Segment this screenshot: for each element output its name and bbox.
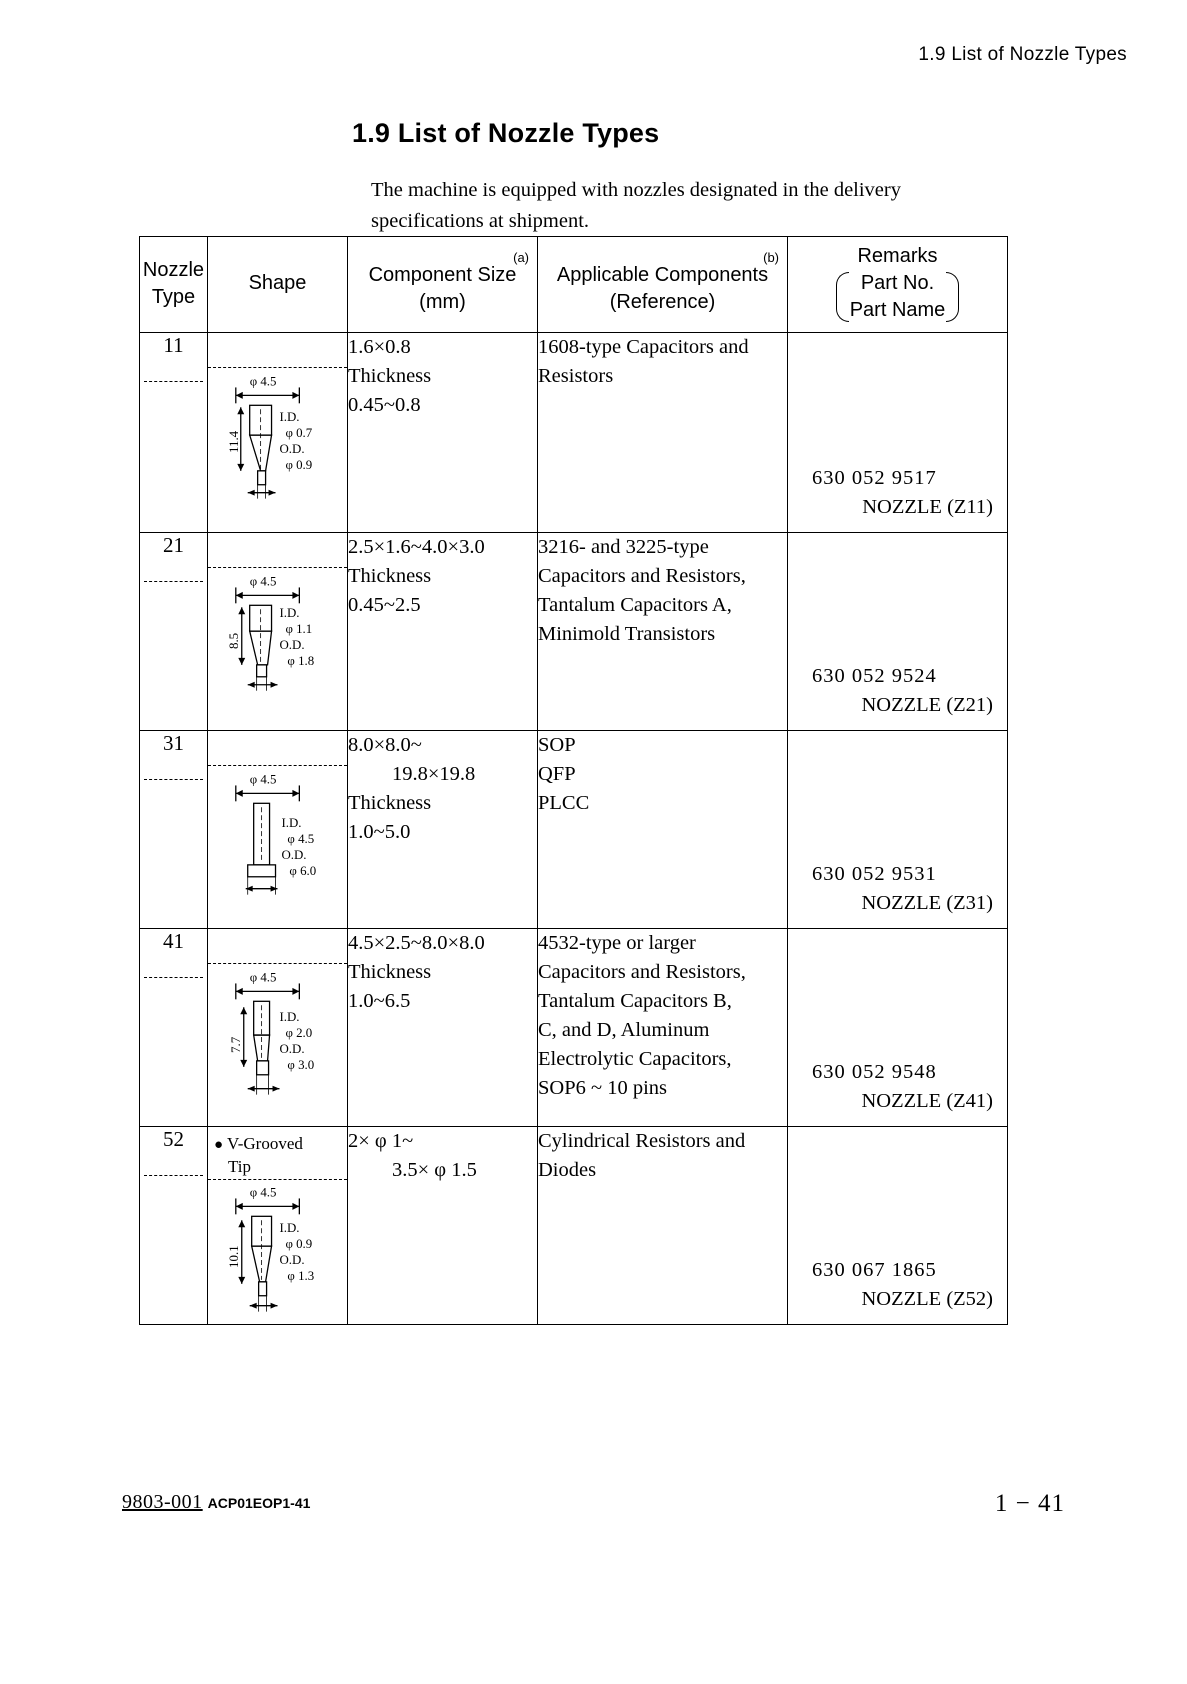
part-number: 630 052 9524 (812, 665, 937, 687)
table-row (140, 929, 1008, 1127)
svg-text:φ 1.3: φ 1.3 (287, 1268, 315, 1283)
svg-text:O.D.: O.D. (279, 1252, 305, 1267)
intro-paragraph (371, 175, 1009, 237)
row-divider-dashed (208, 567, 347, 568)
page-title: 1.9 List of Nozzle Types (352, 118, 660, 148)
cell-shape (208, 731, 348, 929)
svg-text:φ 4.5: φ 4.5 (249, 772, 277, 787)
cell-applicable-components (538, 533, 788, 731)
part-name: NOZZLE (Z21) (861, 694, 993, 716)
row-divider-dashed (144, 779, 203, 780)
applicable-line: Resistors (538, 365, 614, 387)
applicable-line: Tantalum Capacitors A, (538, 594, 732, 616)
header-part-name: Part Name (849, 299, 946, 321)
nozzle-shape-drawing (208, 969, 347, 1119)
svg-text:I.D.: I.D. (281, 816, 302, 831)
nozzle-type-value: 21 (163, 533, 184, 557)
shape-note-line1: V-Grooved (227, 1134, 303, 1153)
part-number: 630 052 9531 (812, 863, 937, 885)
table-row (140, 1127, 1008, 1325)
cell-shape (208, 533, 348, 731)
header-app-line1: Applicable Components (556, 264, 769, 286)
applicable-line: 4532-type or larger (538, 932, 696, 954)
row-divider-dashed (208, 1179, 347, 1180)
cell-nozzle-type (140, 929, 208, 1127)
row-divider-dashed (208, 367, 347, 368)
remarks-content (812, 662, 997, 720)
column-header-component-size (348, 237, 538, 333)
nozzle-type-value: 11 (163, 333, 184, 357)
applicable-line: 1608-type Capacitors and (538, 336, 749, 358)
cell-component-size (348, 731, 538, 929)
cell-remarks (788, 1127, 1008, 1325)
svg-text:O.D.: O.D. (281, 847, 307, 862)
cell-shape (208, 1127, 348, 1325)
svg-text:11.4: 11.4 (226, 430, 241, 453)
header-size-superscript: (a) (513, 250, 529, 265)
cell-component-size (348, 1127, 538, 1325)
cell-nozzle-type (140, 333, 208, 533)
row-divider-dashed (144, 381, 203, 382)
svg-text:φ 1.8: φ 1.8 (287, 653, 315, 668)
svg-text:I.D.: I.D. (279, 1221, 300, 1236)
header-size-line2: (mm) (419, 291, 466, 313)
cell-applicable-components (538, 929, 788, 1127)
remarks-content (812, 464, 997, 522)
applicable-line: Capacitors and Resistors, (538, 565, 746, 587)
table-row (140, 533, 1008, 731)
svg-text:I.D.: I.D. (279, 606, 300, 621)
applicable-line: Diodes (538, 1159, 597, 1181)
applicable-line: Tantalum Capacitors B, (538, 990, 732, 1012)
applicable-line: QFP (538, 763, 576, 785)
svg-text:φ 1.1: φ 1.1 (285, 622, 313, 637)
applicable-line: SOP (538, 734, 576, 756)
cell-applicable-components (538, 1127, 788, 1325)
header-app-line2: (Reference) (609, 291, 716, 313)
part-name: NOZZLE (Z52) (861, 1288, 993, 1310)
cell-applicable-components (538, 731, 788, 929)
doc-sub-code: ACP01EOP1-41 (207, 1495, 311, 1511)
nozzle-type-value: 31 (163, 731, 184, 755)
row-divider-dashed (144, 581, 203, 582)
cell-applicable-components (538, 333, 788, 533)
svg-text:O.D.: O.D. (279, 441, 305, 456)
part-number: 630 052 9517 (812, 467, 937, 489)
applicable-line: C, and D, Aluminum (538, 1019, 710, 1041)
svg-text:10.1: 10.1 (226, 1245, 241, 1268)
part-name: NOZZLE (Z41) (861, 1090, 993, 1112)
cell-remarks (788, 533, 1008, 731)
size-line-2: Thickness (348, 792, 432, 814)
header-shape-label: Shape (248, 272, 307, 294)
part-name: NOZZLE (Z11) (862, 496, 993, 518)
size-line-1: 4.5×2.5~8.0×8.0 (348, 932, 485, 954)
applicable-line: PLCC (538, 792, 590, 814)
nozzle-type-value: 41 (163, 929, 184, 953)
table-row (140, 731, 1008, 929)
part-number: 630 067 1865 (812, 1259, 937, 1281)
applicable-line: 3216- and 3225-type (538, 536, 709, 558)
applicable-line: Minimold Transistors (538, 623, 716, 645)
svg-text:I.D.: I.D. (279, 1010, 300, 1025)
remarks-content (812, 1256, 997, 1314)
shape-note-line2: Tip (228, 1157, 252, 1176)
header-size-line1: Component Size (368, 264, 517, 286)
svg-text:φ 4.5: φ 4.5 (249, 970, 277, 985)
svg-text:7.7: 7.7 (228, 1036, 243, 1053)
svg-text:φ 4.5: φ 4.5 (249, 374, 277, 389)
row-divider-dashed (144, 1175, 203, 1176)
cell-shape (208, 333, 348, 533)
row-divider-dashed (144, 977, 203, 978)
applicable-line: Cylindrical Resistors and (538, 1130, 746, 1152)
table-header-row (140, 237, 1008, 333)
cell-nozzle-type (140, 731, 208, 929)
header-app-superscript: (b) (763, 250, 779, 265)
svg-text:I.D.: I.D. (279, 410, 300, 425)
header-remarks-label: Remarks (857, 245, 938, 267)
header-nozzle-type-line2: Type (151, 285, 196, 308)
nozzle-shape-drawing (208, 573, 347, 723)
size-line-2: Thickness (348, 565, 432, 587)
svg-text:φ 0.7: φ 0.7 (285, 426, 313, 441)
size-line-1: 8.0×8.0~ (348, 734, 422, 756)
cell-nozzle-type (140, 1127, 208, 1325)
remarks-content (812, 1058, 997, 1116)
size-line-3: 0.45~0.8 (348, 394, 421, 416)
size-line-indent: 19.8×19.8 (392, 763, 476, 785)
svg-text:φ 4.5: φ 4.5 (287, 832, 315, 847)
svg-text:φ 2.0: φ 2.0 (285, 1026, 313, 1041)
intro-line-1: The machine is equipped with nozzles designated in the delivery (371, 179, 901, 201)
cell-shape (208, 929, 348, 1127)
cell-component-size (348, 533, 538, 731)
header-nozzle-type-line1: Nozzle (142, 258, 205, 281)
footer-document-code (122, 1491, 310, 1514)
svg-text:φ 0.9: φ 0.9 (285, 1237, 313, 1252)
nozzle-type-value: 52 (163, 1127, 184, 1151)
size-line-1: 2.5×1.6~4.0×3.0 (348, 536, 485, 558)
size-line-2: Thickness (348, 961, 432, 983)
nozzle-shape-drawing (208, 373, 347, 523)
svg-text:8.5: 8.5 (226, 632, 241, 649)
remarks-content (812, 860, 997, 918)
size-line-3: 0.45~2.5 (348, 594, 421, 616)
size-line-1: 1.6×0.8 (348, 336, 411, 358)
column-header-shape (208, 237, 348, 333)
size-line-1: 2× φ 1~ (348, 1130, 414, 1152)
row-divider-dashed (208, 963, 347, 964)
part-number: 630 052 9548 (812, 1061, 937, 1083)
intro-line-2: specifications at shipment. (371, 210, 590, 232)
column-header-remarks (788, 237, 1008, 333)
size-line-indent: 3.5× φ 1.5 (392, 1159, 477, 1181)
svg-text:φ 3.0: φ 3.0 (287, 1057, 315, 1072)
cell-remarks (788, 731, 1008, 929)
column-header-applicable-components (538, 237, 788, 333)
applicable-line: Electrolytic Capacitors, (538, 1048, 732, 1070)
cell-component-size (348, 929, 538, 1127)
svg-text:O.D.: O.D. (279, 1041, 305, 1056)
size-line-3: 1.0~5.0 (348, 821, 411, 843)
nozzle-shape-drawing (208, 1185, 347, 1335)
nozzle-types-table (139, 236, 1008, 1325)
table-row (140, 333, 1008, 533)
running-head: 1.9 List of Nozzle Types (918, 44, 1127, 65)
cell-component-size (348, 333, 538, 533)
cell-nozzle-type (140, 533, 208, 731)
cell-remarks (788, 333, 1008, 533)
svg-text:φ 4.5: φ 4.5 (249, 1185, 277, 1200)
page-number: 1 − 41 (994, 1490, 1065, 1517)
shape-note (214, 1133, 303, 1177)
column-header-nozzle-type (140, 237, 208, 333)
applicable-line: Capacitors and Resistors, (538, 961, 746, 983)
applicable-line: SOP6 ~ 10 pins (538, 1077, 667, 1099)
svg-text:φ 6.0: φ 6.0 (289, 863, 317, 878)
doc-code: 9803-001 (122, 1491, 203, 1513)
header-part-no: Part No. (860, 272, 935, 294)
size-line-2: Thickness (348, 365, 432, 387)
cell-remarks (788, 929, 1008, 1127)
svg-text:O.D.: O.D. (279, 637, 305, 652)
svg-text:φ 4.5: φ 4.5 (249, 574, 277, 589)
row-divider-dashed (208, 765, 347, 766)
svg-text:φ 0.9: φ 0.9 (285, 457, 313, 472)
header-remarks-paren-group (836, 270, 960, 324)
size-line-3: 1.0~6.5 (348, 990, 411, 1012)
bullet-icon: ● (214, 1137, 224, 1153)
nozzle-shape-drawing (208, 771, 347, 921)
part-name: NOZZLE (Z31) (861, 892, 993, 914)
